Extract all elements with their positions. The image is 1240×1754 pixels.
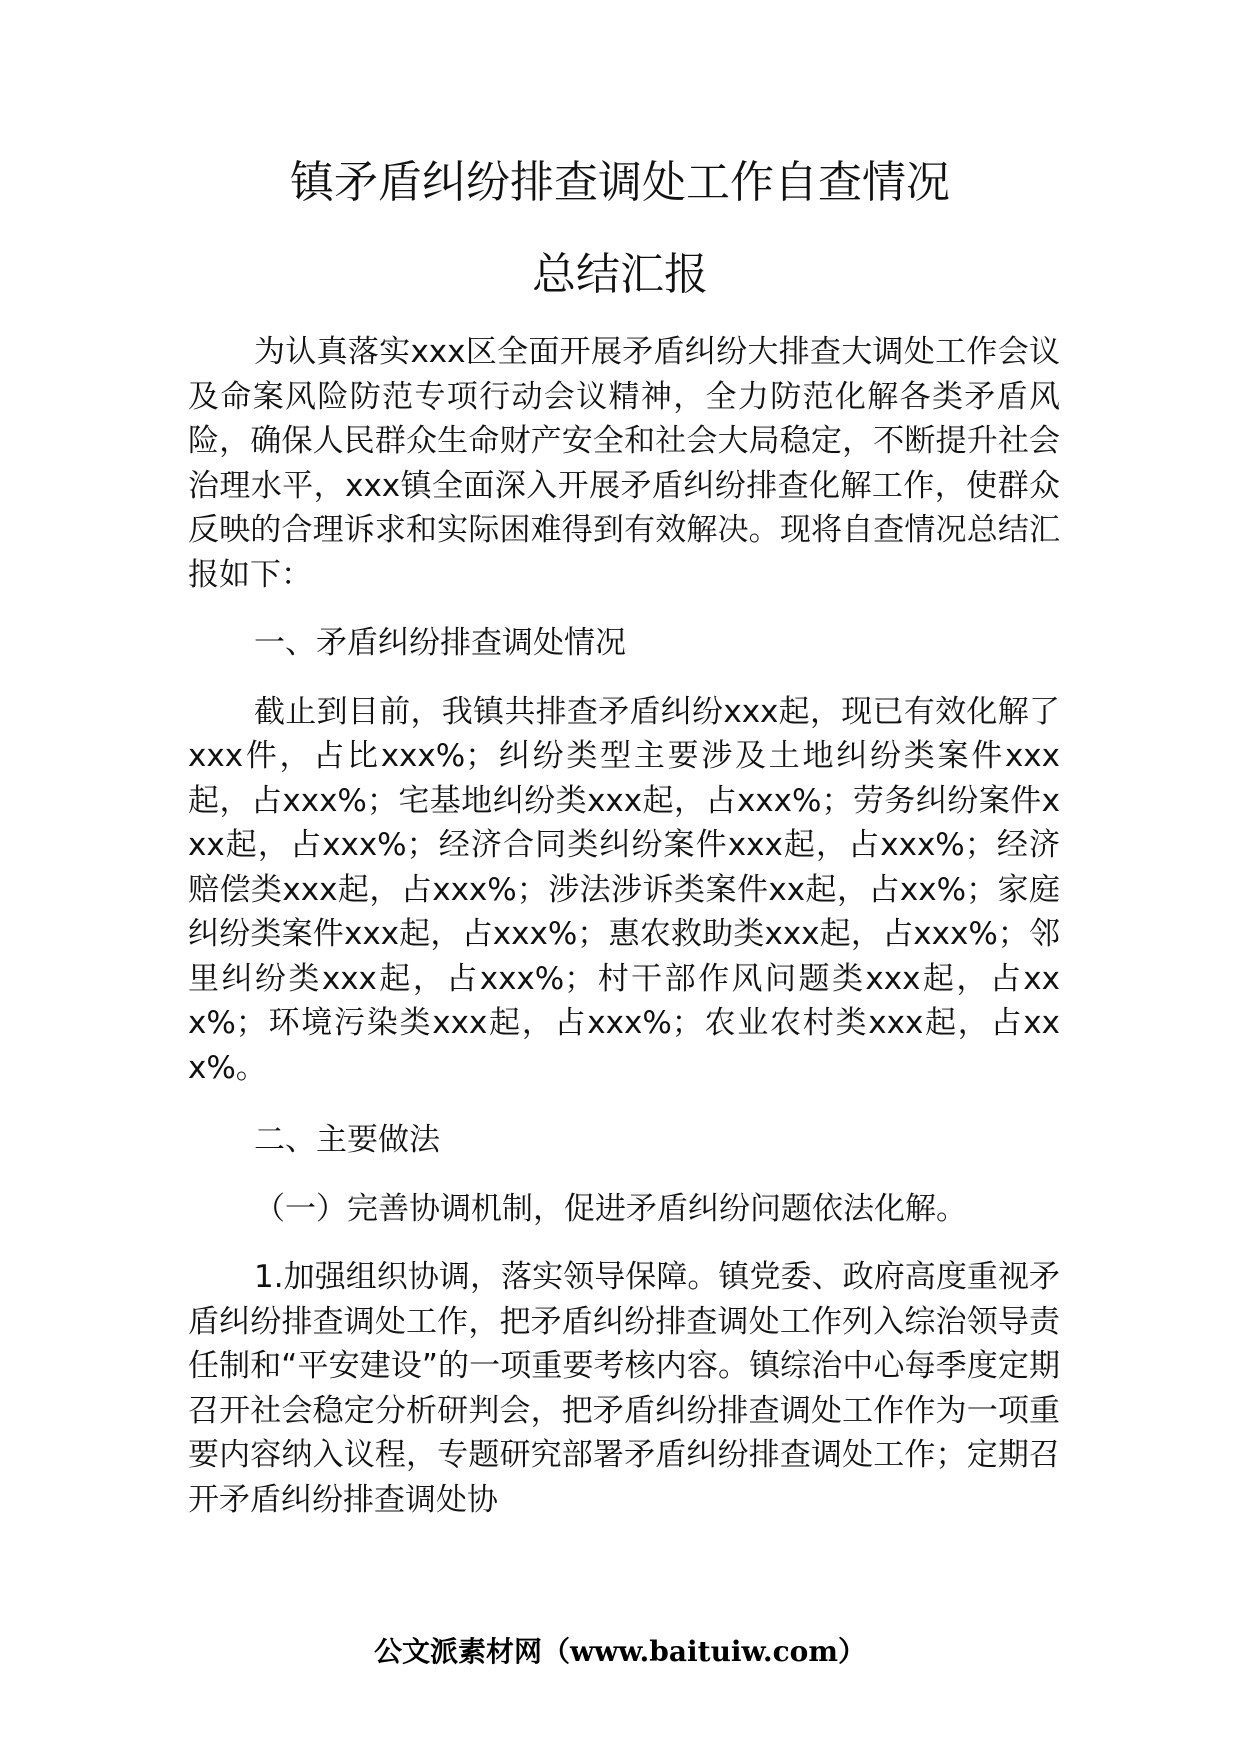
section-heading-1: 一、矛盾纠纷排查调处情况: [254, 625, 626, 661]
measure-paragraph-1: 1.加强组织协调，落实领导保障。镇党委、政府高度重视矛盾纠纷排查调处工作，把矛盾纠纷排查调处工作列入综治领导责任制和“平安建设”的一项重要考核内容。镇综治中心每季度定期召开社会稳定分析研判会，把矛盾纠纷排查调处工作作为一项重要内容纳入议程，专题研究部署矛盾纠纷排查调处工作；定期召开矛盾纠纷排查调处协: [188, 1259, 1060, 1518]
subsection-heading-1: （一）完善协调机制，促进矛盾纠纷问题依法化解。: [254, 1190, 967, 1227]
statistics-paragraph: 截止到目前，我镇共排查矛盾纠纷xxx起，现已有效化解了xxx件，占比xxx%；纠纷类型主要涉及土地纠纷类案件xxx起，占xxx%；宅基地纠纷类xxx起，占xxx%；劳务纠纷案件xxx起，占xxx%；经济合同类纠纷案件xxx起，占xxx%；经济赔偿类xxx起，占xxx%；涉法涉诉类案件xx起，占xx%；家庭纠纷类案件xxx起，占xxx%；惠农救助类xxx起，占xxx%；邻里纠纷类xxx起，占xxx%；村干部作风问题类xxx起，占xxx%；环境污染类xxx起，占xxx%；农业农村类xxx起，占xxx%。: [188, 693, 1060, 1086]
intro-paragraph: 为认真落实xxx区全面开展矛盾纠纷大排查大调处工作会议及命案风险防范专项行动会议精神，全力防范化解各类矛盾风险，确保人民群众生命财产安全和社会大局稳定，不断提升社会治理水平，xxx镇全面深入开展矛盾纠纷排查化解工作，使群众反映的合理诉求和实际困难得到有效解决。现将自查情况总结汇报如下：: [188, 334, 1060, 593]
document-body: [188, 330, 1060, 1522]
document-title-line-2: 总结汇报: [532, 249, 708, 300]
document-title-line-1: 镇矛盾纠纷排查调处工作自查情况: [290, 157, 950, 208]
section-heading-2: 二、主要做法: [254, 1122, 440, 1158]
footer-watermark: 公文派素材网（www.baituiw.com）: [374, 1635, 866, 1668]
